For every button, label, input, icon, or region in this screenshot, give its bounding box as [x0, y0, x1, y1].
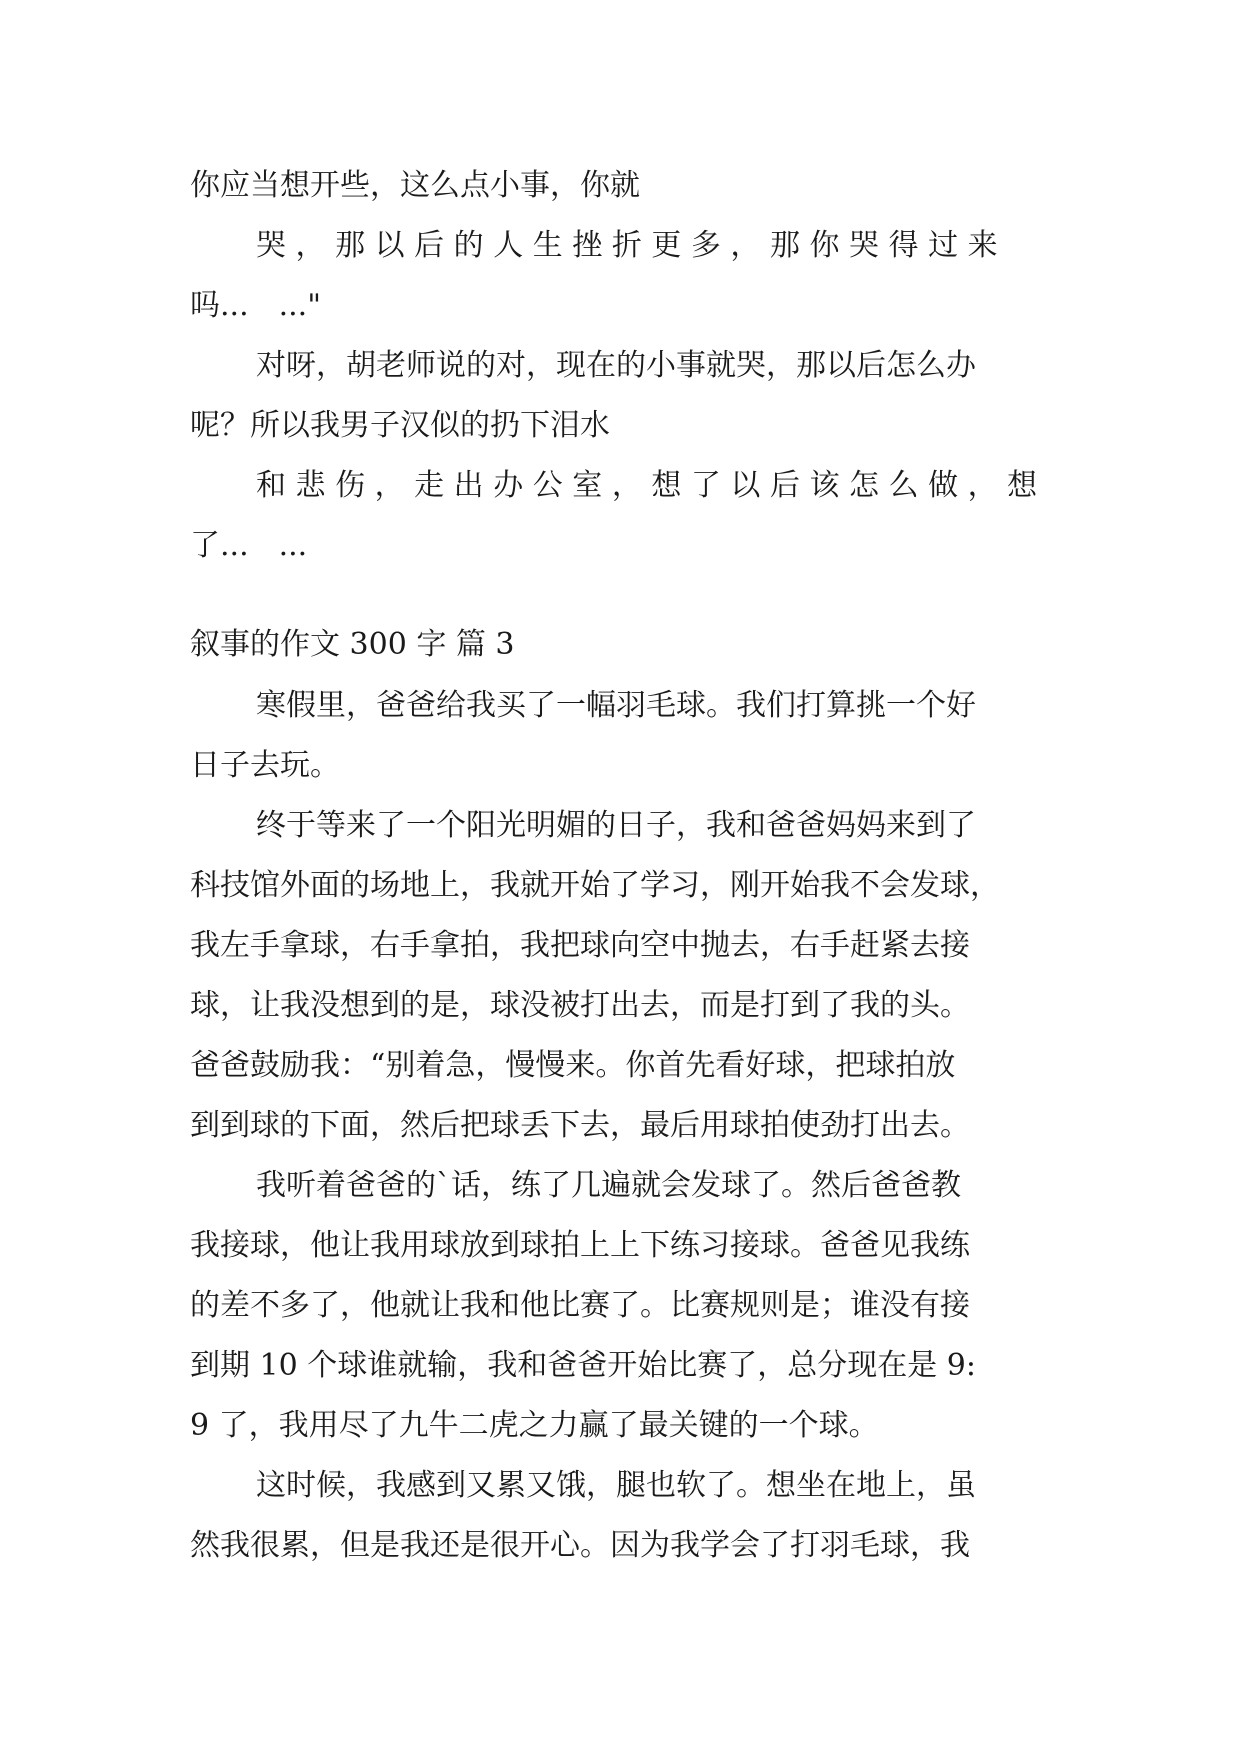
section-heading: 叙事的作文 300 字 篇 3	[190, 627, 515, 662]
text-line: 对呀，胡老师说的对，现在的小事就哭，那以后怎么办	[256, 348, 976, 383]
text-line: 日子去玩。	[190, 748, 340, 783]
text-line: 寒假里，爸爸给我买了一幅羽毛球。我们打算挑一个好	[256, 688, 976, 723]
text-line: 然我很累，但是我还是很开心。因为我学会了打羽毛球，我	[190, 1528, 970, 1563]
text-line: 哭 ， 那 以 后 的 人 生 挫 折 更 多 ， 那 你 哭 得 过 来	[256, 228, 998, 263]
text-line: 爸爸鼓励我：“别着急，慢慢来。你首先看好球，把球拍放	[190, 1048, 956, 1083]
text-line: 呢？所以我男子汉似的扔下泪水	[190, 408, 610, 443]
text-line: 科技馆外面的场地上，我就开始了学习，刚开始我不会发球，	[190, 868, 1000, 903]
text-line: 吗... ..."	[190, 288, 322, 323]
text-line: 了... ...	[190, 528, 308, 563]
text-line: 这时候，我感到又累又饿，腿也软了。想坐在地上，虽	[256, 1468, 976, 1503]
text-line: 终于等来了一个阳光明媚的日子，我和爸爸妈妈来到了	[256, 808, 976, 843]
text-line: 我听着爸爸的`话，练了几遍就会发球了。然后爸爸教	[256, 1168, 961, 1203]
text-line: 球，让我没想到的是，球没被打出去，而是打到了我的头。	[190, 988, 970, 1023]
text-line: 我左手拿球，右手拿拍，我把球向空中抛去，右手赶紧去接	[190, 928, 970, 963]
text-line: 到期 10 个球谁就输，我和爸爸开始比赛了，总分现在是 9:	[190, 1348, 976, 1383]
text-line: 你应当想开些，这么点小事，你就	[190, 168, 640, 203]
text-line: 9 了，我用尽了九牛二虎之力赢了最关键的一个球。	[190, 1408, 879, 1443]
text-line: 和 悲 伤 ， 走 出 办 公 室 ， 想 了 以 后 该 怎 么 做 ， 想	[256, 468, 1038, 503]
text-line: 我接球，他让我用球放到球拍上上下练习接球。爸爸见我练	[190, 1228, 970, 1263]
text-line: 的差不多了，他就让我和他比赛了。比赛规则是；谁没有接	[190, 1288, 970, 1323]
text-line: 到到球的下面，然后把球丢下去，最后用球拍使劲打出去。	[190, 1108, 970, 1143]
